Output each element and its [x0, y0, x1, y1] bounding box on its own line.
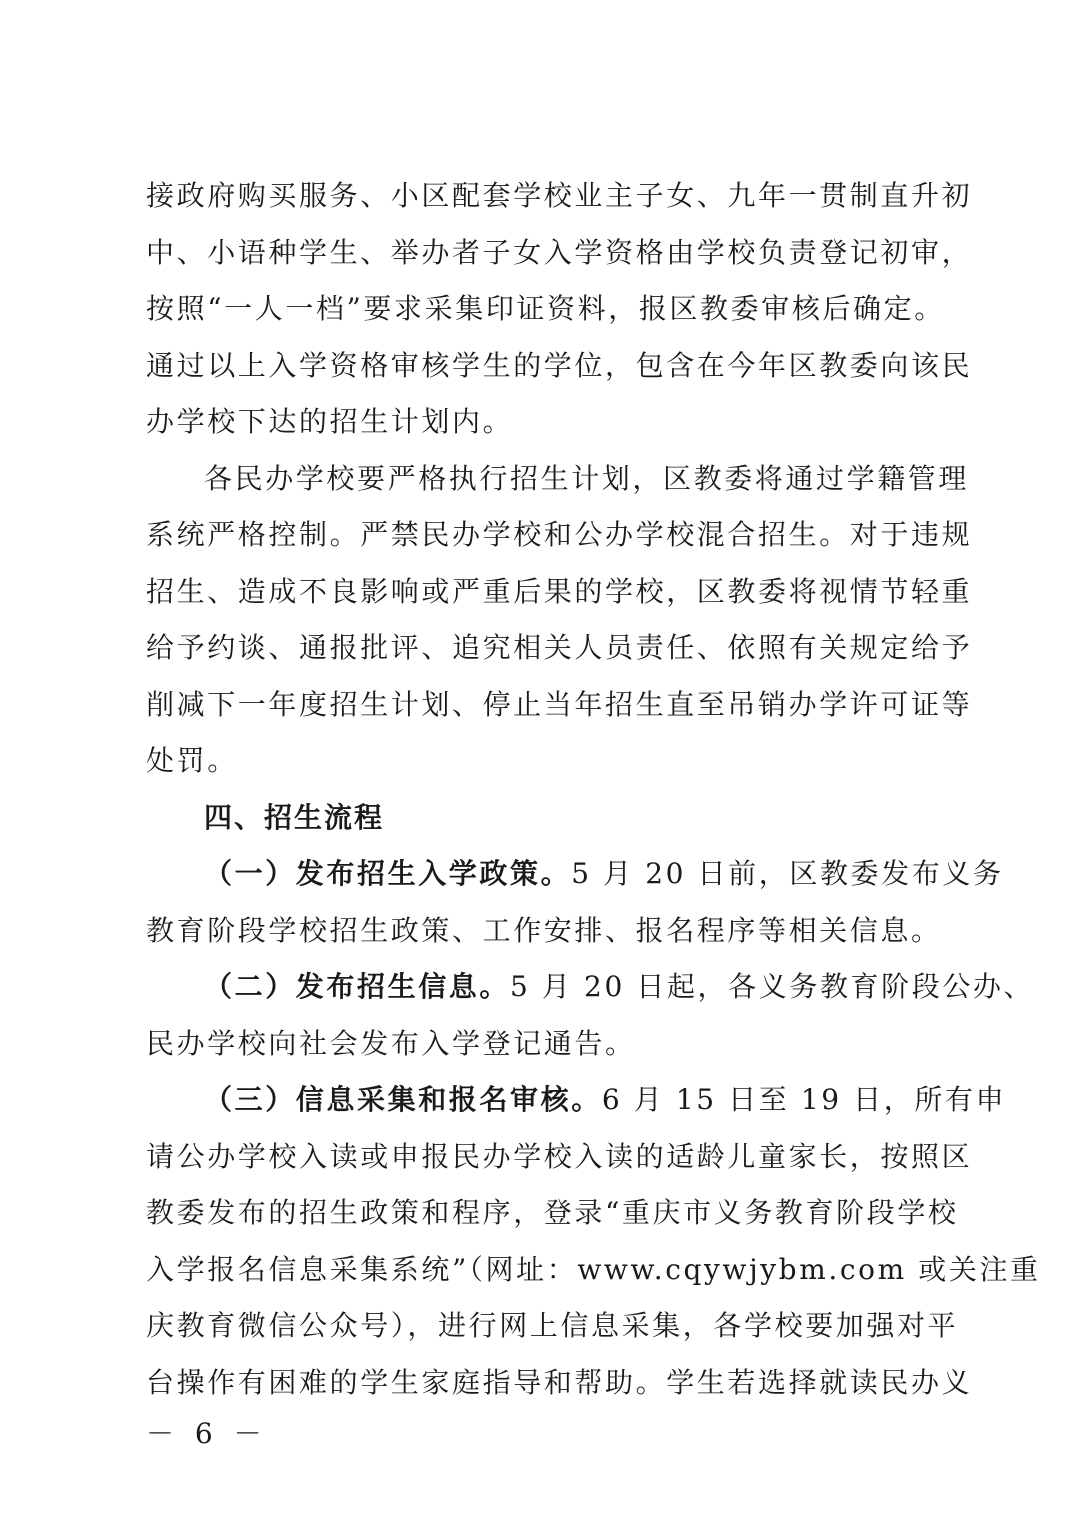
- text-line: 教委发布的招生政策和程序，登录“重庆市义务教育阶段学校: [146, 1196, 959, 1229]
- page-number: － 6 －: [146, 1417, 268, 1450]
- step-first-rest: 5 月 20 日起，各义务教育阶段公办、: [510, 970, 1035, 1003]
- document-body: [146, 168, 1041, 1411]
- paragraph-admission-qualification: [146, 168, 973, 451]
- section-heading: [146, 790, 922, 847]
- step-first-rest: 6 月 15 日至 19 日，所有申: [601, 1083, 1007, 1116]
- text-line: 按照“一人一档”要求采集印证资料，报区教委审核后确定。: [146, 292, 945, 325]
- text-line: 系统严格控制。严禁民办学校和公办学校混合招生。对于违规: [146, 518, 973, 551]
- step-lead: （二）发布招生信息。: [204, 970, 511, 1003]
- text-line: 削减下一年度招生计划、停止当年招生直至吊销办学许可证等: [146, 687, 973, 721]
- text-line: 招生、造成不良影响或严重后果的学校，区教委将视情节轻重: [146, 574, 973, 608]
- step-first-rest: 5 月 20 日前，区教委发布义务: [571, 857, 1004, 890]
- text-line: 接政府购买服务、小区配套学校业主子女、九年一贯制直升初: [146, 179, 973, 212]
- text-line: [146, 959, 1035, 1016]
- text-line: 庆教育微信公众号），进行网上信息采集，各学校要加强对平: [146, 1309, 959, 1342]
- text-line: 教育阶段学校招生政策、工作安排、报名程序等相关信息。: [146, 913, 942, 947]
- step-info-collection: [146, 1072, 1041, 1411]
- text-line: 通过以上入学资格审核学生的学位，包含在今年区教委向该民: [146, 348, 973, 382]
- step-publish-policy: [146, 846, 1004, 959]
- text-line: [146, 846, 1004, 903]
- text-line: 各民办学校要严格执行招生计划，区教委将通过学籍管理: [204, 461, 970, 495]
- paragraph-enrollment-plan: [146, 451, 973, 790]
- section-heading-text: 四、招生流程: [204, 800, 385, 834]
- step-lead: （一）发布招生入学政策。: [204, 857, 572, 890]
- text-line: 民办学校向社会发布入学登记通告。: [146, 1026, 636, 1060]
- step-publish-info: [146, 959, 1035, 1072]
- text-line: 办学校下达的招生计划内。: [146, 405, 514, 438]
- text-line: 处罚。: [146, 744, 238, 777]
- text-line: 给予约谈、通报批评、追究相关人员责任、依照有关规定给予: [146, 631, 973, 664]
- step-lead: （三）信息采集和报名审核。: [204, 1083, 602, 1116]
- text-line: 入学报名信息采集系统”（网址：www.cqywjybm.com 或关注重: [146, 1252, 1041, 1286]
- text-line: [146, 1072, 1007, 1129]
- text-line: 中、小语种学生、举办者子女入学资格由学校负责登记初审，: [146, 235, 973, 269]
- text-line: 请公办学校入读或申报民办学校入读的适龄儿童家长，按照区: [146, 1139, 973, 1173]
- text-line: 台操作有困难的学生家庭指导和帮助。学生若选择就读民办义: [146, 1365, 973, 1399]
